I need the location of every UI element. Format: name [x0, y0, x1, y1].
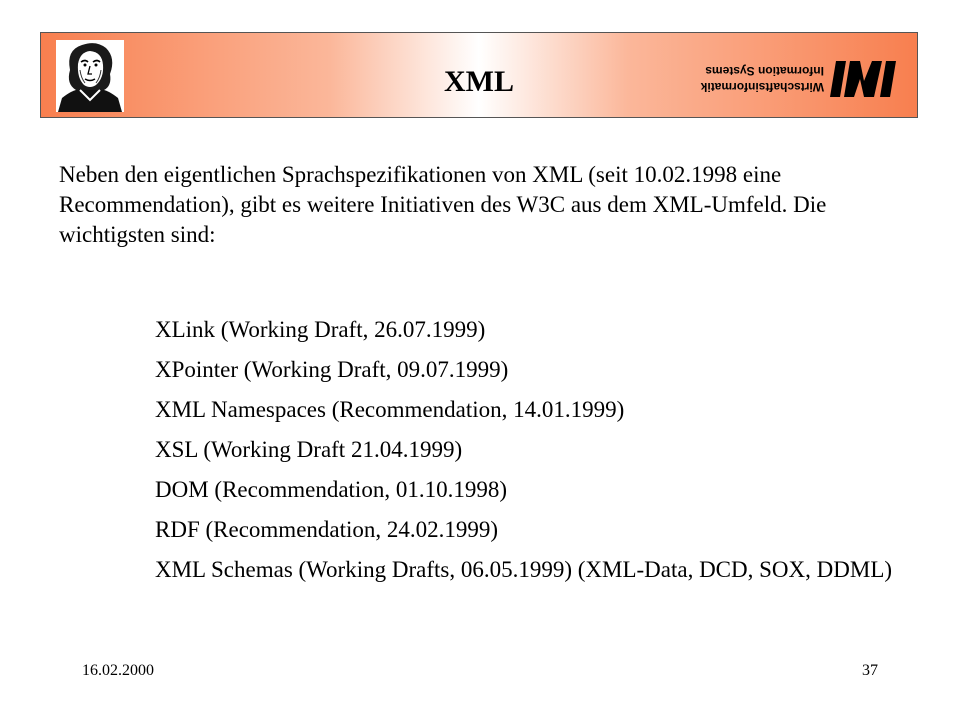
intro-paragraph — [59, 160, 919, 250]
logo-line2: Information Systems — [705, 64, 824, 78]
list-item: XML Namespaces (Recommendation, 14.01.1999) — [155, 397, 625, 422]
initiatives-list — [155, 316, 935, 596]
intro-text: Neben den eigentlichen Sprachspezifikationen von XML (seit 10.02.1998 eine Recommendation), gibt es weitere Initiativen des W3C aus dem XML-Umfeld. Die wichtigsten sind: — [59, 162, 827, 247]
list-item: XPointer (Working Draft, 09.07.1999) — [155, 357, 509, 382]
list-item: XML Schemas (Working Drafts, 06.05.1999) (XML-Data, DCD, SOX, DDML) — [155, 557, 893, 582]
footer-date: 16.02.2000 — [82, 662, 154, 679]
page-number: 37 — [862, 662, 878, 679]
list-item: RDF (Recommendation, 24.02.1999) — [155, 517, 499, 542]
slide-title: XML — [444, 65, 514, 98]
logo-line1: Wirtschaftsinformatik — [700, 80, 824, 94]
list-item: XSL (Working Draft 21.04.1999) — [155, 437, 463, 462]
header-banner — [40, 32, 918, 118]
list-item: XLink (Working Draft, 26.07.1999) — [155, 317, 486, 342]
list-item: DOM (Recommendation, 01.10.1998) — [155, 477, 507, 502]
iwi-logo-icon — [700, 57, 901, 101]
